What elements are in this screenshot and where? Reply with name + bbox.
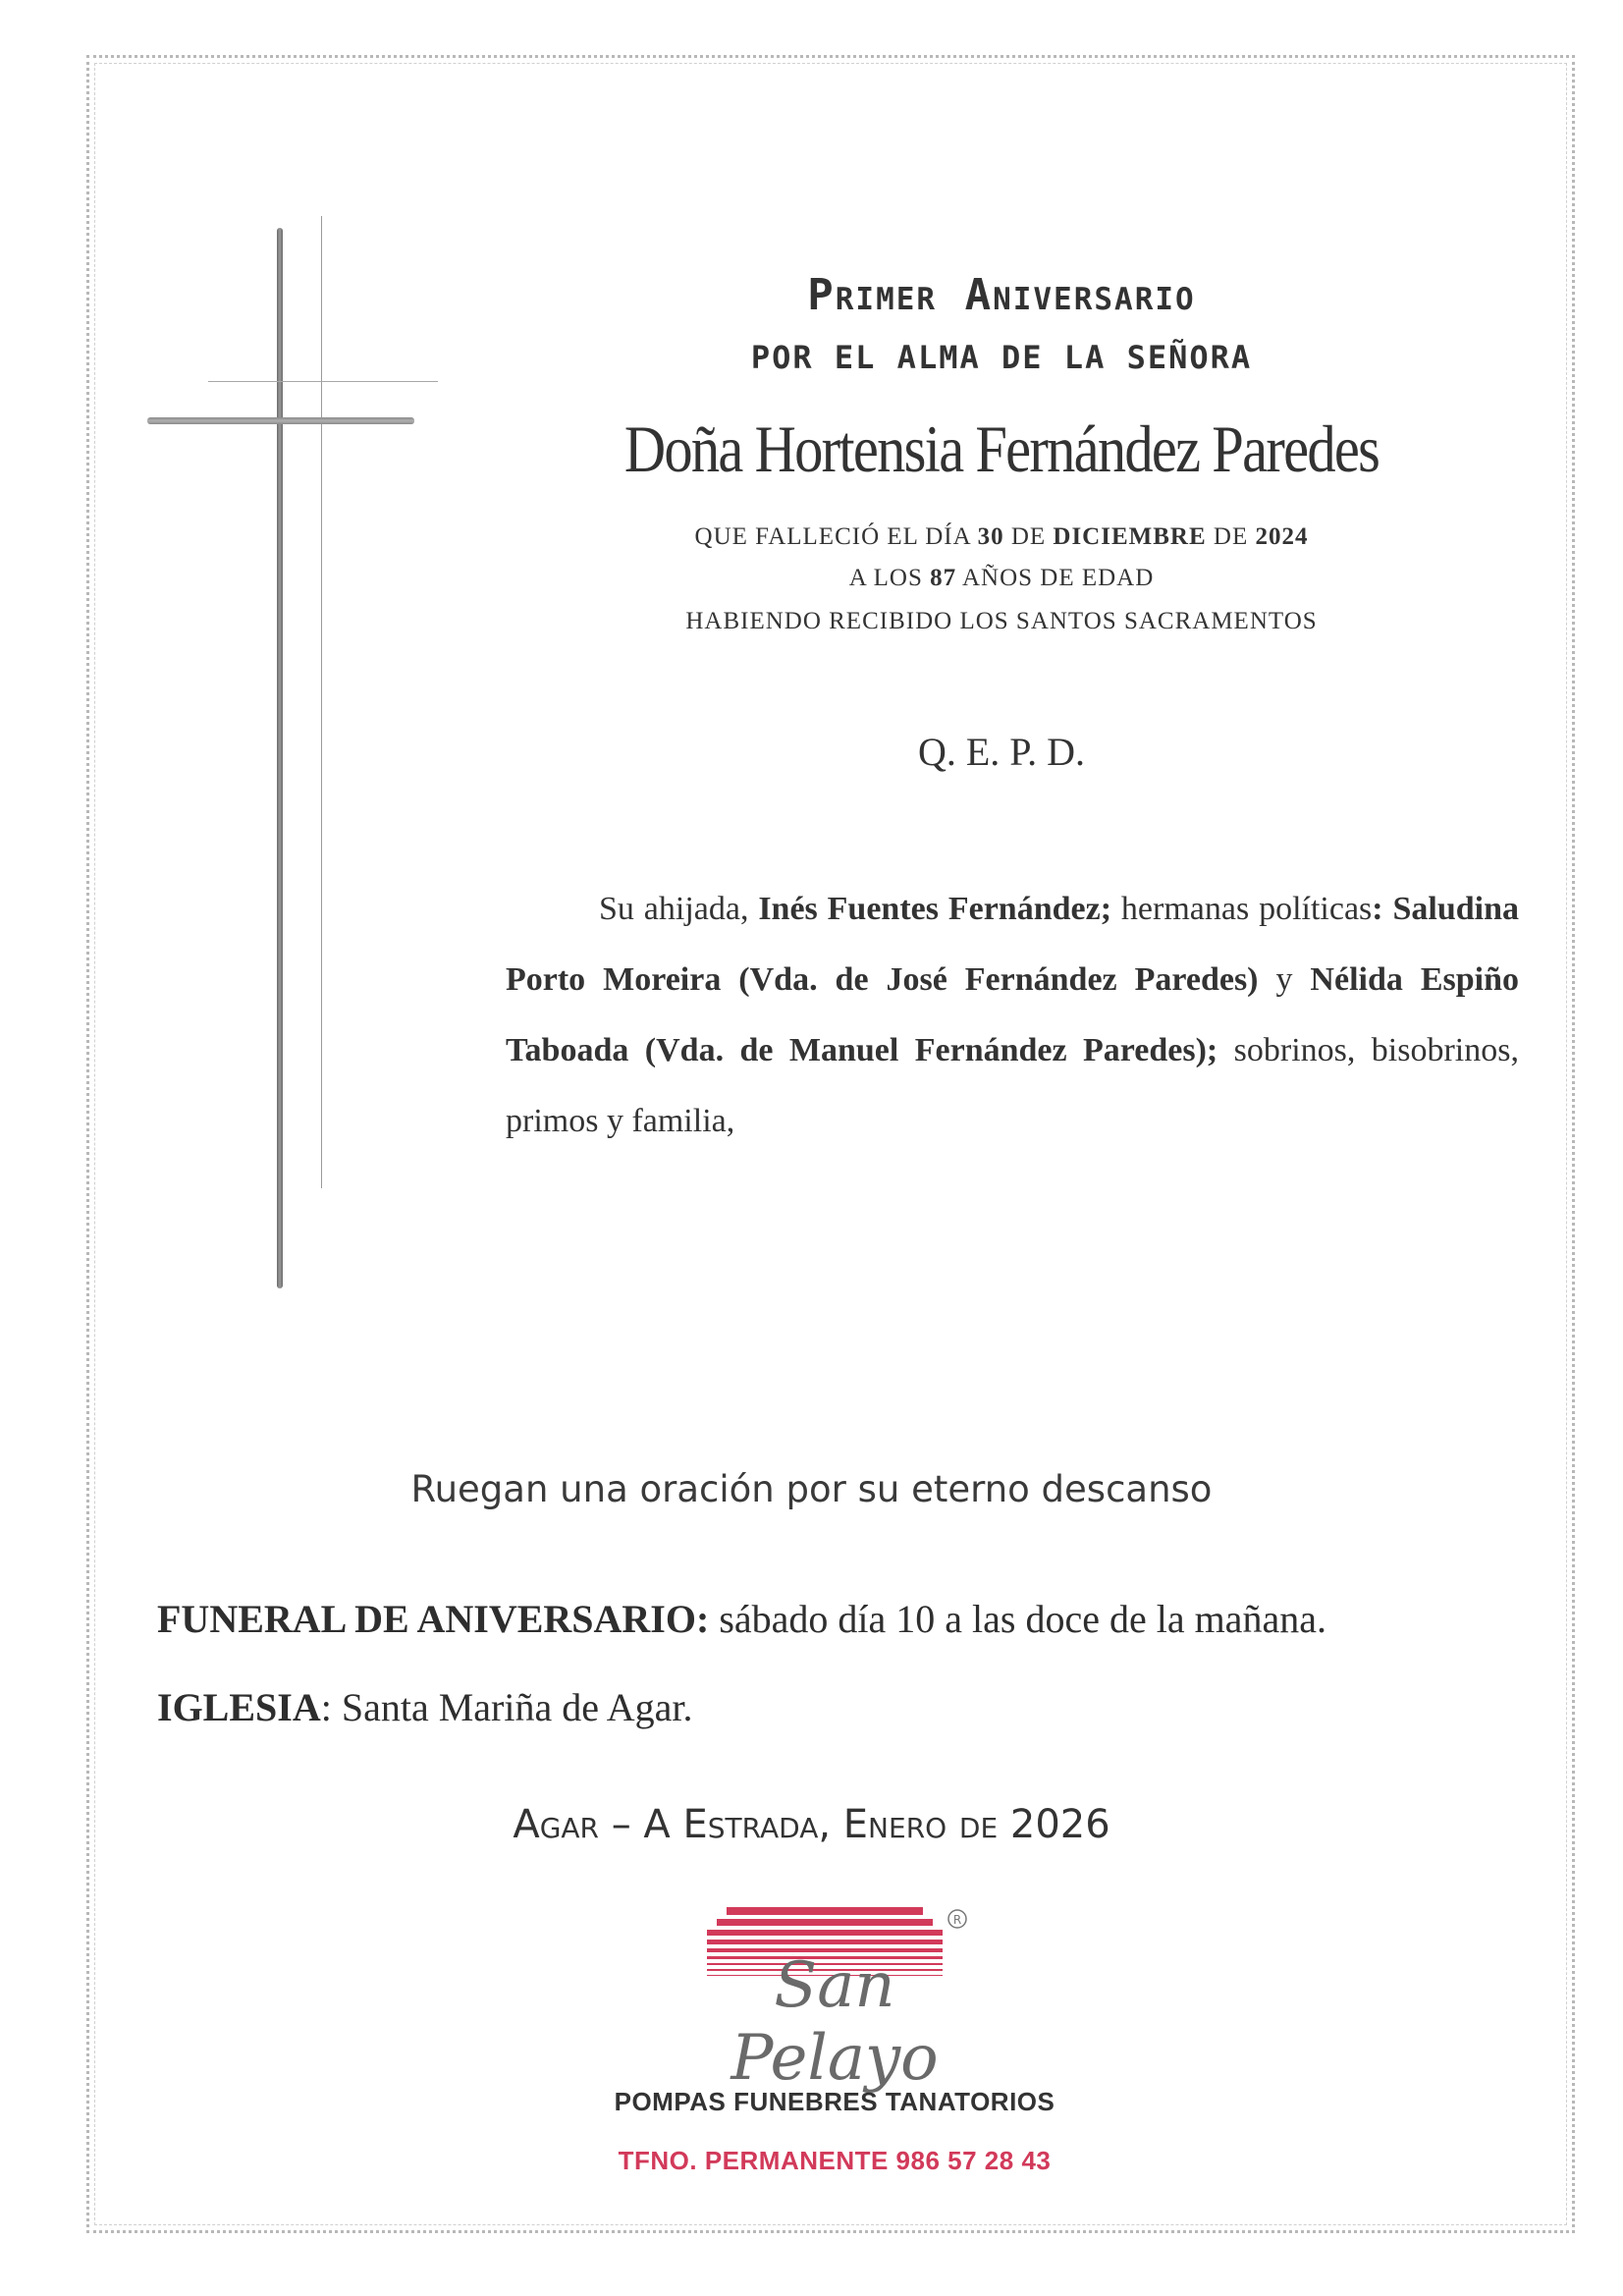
logo-text: San Pelayo [730, 1949, 939, 2095]
sacraments-line: HABIENDO RECIBIDO LOS SANTOS SACRAMENTOS [685, 608, 1318, 634]
funeral-value: sábado día 10 a las doce de la mañana. [709, 1597, 1326, 1641]
funeral-label: FUNERAL DE ANIVERSARIO: [157, 1597, 710, 1641]
prayer-text: Ruegan una oración por su eterno descanso [410, 1468, 1213, 1510]
funeral-line [157, 1596, 1326, 1642]
church-label: IGLESIA [157, 1685, 321, 1729]
company-name: POMPAS FUNEBRES TANATORIOS [614, 2087, 1055, 2116]
company-phone: TFNO. PERMANENTE 986 57 28 43 [618, 2146, 1052, 2175]
svg-text:R: R [952, 1913, 962, 1927]
deceased-name: Doña Hortensia Fernández Paredes [623, 411, 1380, 486]
church-value: : Santa Mariña de Agar. [320, 1685, 693, 1729]
age-line: A LOS 87 AÑOS DE EDAD [848, 565, 1155, 591]
qepd-text: Q. E. P. D. [917, 730, 1086, 774]
anniversary-subtitle: POR EL ALMA DE LA SEÑORA [750, 339, 1253, 376]
anniversary-title: Primer Aniversario [807, 270, 1196, 320]
church-line [157, 1684, 693, 1730]
death-date-line: QUE FALLECIÓ EL DÍA 30 DE DICIEMBRE DE 2024 [694, 523, 1309, 550]
place-date: Agar – A Estrada, Enero de 2026 [513, 1802, 1110, 1847]
family-paragraph: Su ahijada, Inés Fuentes Fernández; hermanas políticas: Saludina Porto Moreira (Vda. de José Fernández Paredes) y Nélida Espiño Taboada (Vda. de Manuel Fernández Paredes); sobrinos, bisobrinos, primos y familia, [506, 891, 1520, 1139]
